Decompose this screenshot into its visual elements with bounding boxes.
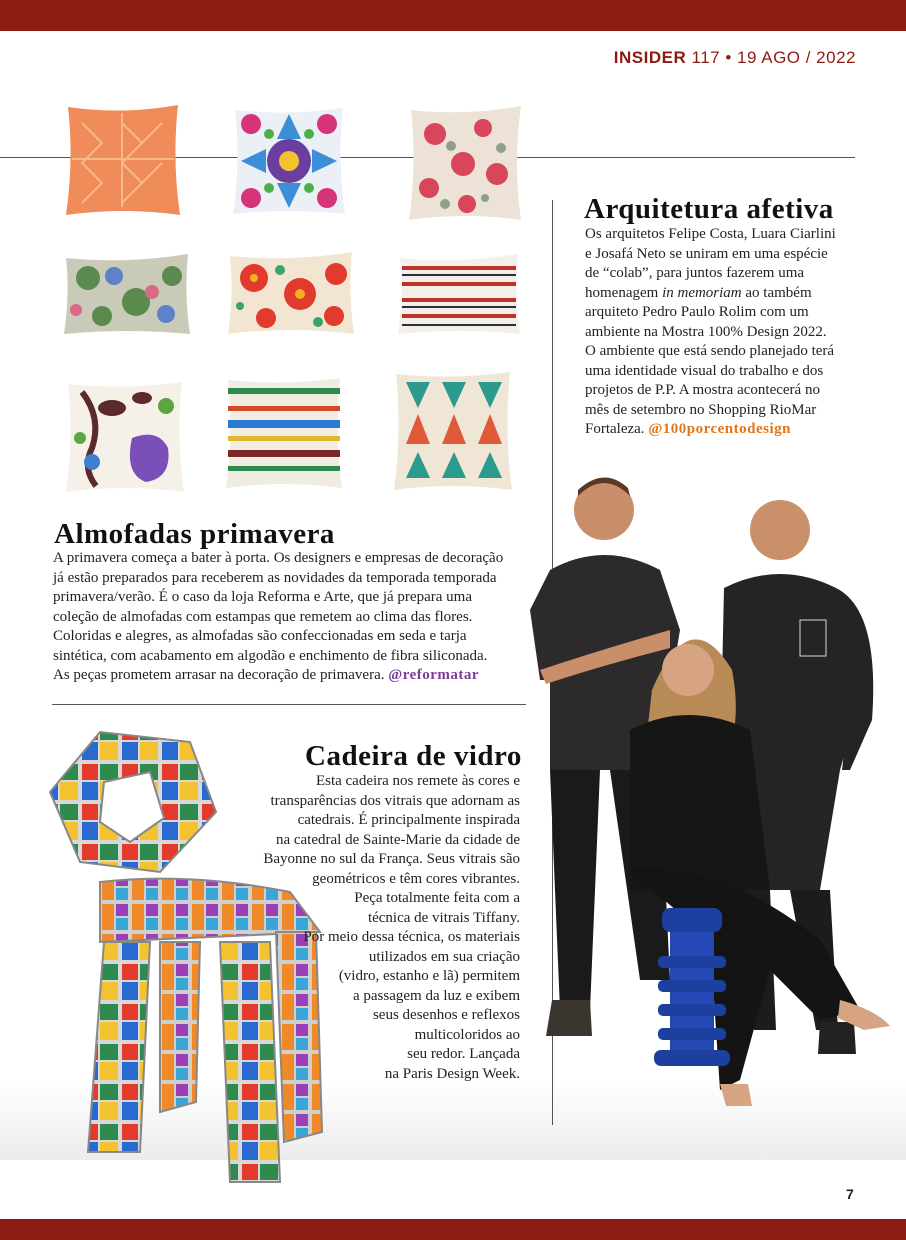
arquitetura-line: e Josafá Neto se uniram em uma espécie (585, 245, 828, 262)
cadeira-line: técnica de vitrais Tiffany. (367, 909, 520, 926)
pillow-talavera-tile (229, 104, 349, 218)
arquitetura-line: arquiteto Pedro Paulo Rolim com um (585, 304, 809, 320)
almofadas-title: Almofadas primavera (54, 518, 335, 550)
architects-photo (520, 470, 900, 1130)
cadeira-line: Esta cadeira nos remete às cores e (315, 773, 520, 789)
issue-date: 19 AGO / 2022 (737, 48, 856, 67)
pillow-succulent-print (62, 252, 192, 336)
cadeira-line: (vidro, estanho e lã) permitem (338, 968, 520, 984)
arquitetura-line: ao também (745, 284, 812, 301)
bottom-bar (0, 1219, 906, 1240)
arquitetura-line: ambiente na Mostra 100% Design 2022. (585, 323, 827, 340)
pillow-orange-geometric (62, 103, 184, 217)
cadeira-body (244, 772, 520, 1084)
arquitetura-line: Fortaleza. (585, 421, 645, 437)
cadeira-line: transparências dos vitrais que adornam as (270, 792, 520, 809)
arquitetura-line: projetos de P.P. A mostra acontecerá no (585, 382, 820, 398)
page-number: 7 (846, 1186, 854, 1202)
almofadas-line: primavera/verão. É o caso da loja Reforma e Arte, que já prepara uma (53, 589, 472, 605)
cadeira-line: Bayonne no sul da França. Seus vitrais são (263, 851, 520, 867)
header-separator: • (725, 48, 732, 67)
cadeira-line: seu redor. Lançada (407, 1046, 520, 1062)
cadeira-line: multicoloridos ao (414, 1026, 520, 1043)
almofadas-line: A primavera começa a bater à porta. Os designers e empresas de decoração (53, 550, 504, 566)
cadeira-line: a passagem da luz e exibem (352, 987, 520, 1004)
cadeira-line: na Paris Design Week. (384, 1065, 520, 1082)
top-bar (0, 0, 906, 31)
issue-header (614, 48, 856, 68)
cadeira-line: seus desenhos e reflexos (372, 1007, 520, 1023)
almofadas-line: coleção de almofadas com estampas que remetem ao clima das flores. (53, 608, 473, 625)
in-memoriam-italic: in memoriam (662, 284, 742, 301)
arquitetura-line: uma identidade visual do trabalho e dos (585, 362, 824, 379)
arquitetura-line: de “colab”, para juntos fazerem uma (585, 265, 805, 281)
middle-rule (52, 704, 526, 705)
almofadas-line: sintética, com acabamento em algodão e enchimento de fibra siliconada. (53, 647, 488, 664)
cadeira-line: catedrais. É principalmente inspirada (297, 812, 520, 828)
almofadas-line: Coloridas e alegres, as almofadas são confeccionadas em seda e tarja (53, 628, 467, 644)
pillow-multicolor-stripes (222, 374, 346, 492)
magazine-brand: INSIDER (613, 48, 687, 67)
100porcentodesign-handle[interactable]: @100porcentodesign (648, 421, 791, 437)
pillow-purple-bird (62, 378, 188, 496)
arquitetura-title: Arquitetura afetiva (584, 193, 834, 225)
cadeira-line: utilizados em sua criação (368, 948, 520, 965)
arquitetura-line: mês de setembro no Shopping RioMar (585, 401, 817, 418)
almofadas-line: As peças prometem arrasar na decoração de primavera. (53, 667, 385, 683)
reformatar-handle[interactable]: @reformatar (388, 667, 480, 683)
cadeira-line: na catedral de Sainte-Marie da cidade de (275, 831, 520, 848)
cadeira-title: Cadeira de vidro (305, 740, 522, 772)
pillow-teal-triangles (390, 368, 516, 494)
arquitetura-line: Os arquitetos Felipe Costa, Luara Ciarlini (585, 226, 836, 242)
almofadas-line: já estão preparados para receberem as novidades da temporada temporada (53, 569, 497, 586)
cadeira-line: Peça totalmente feita com a (354, 890, 520, 906)
arquitetura-body (585, 225, 885, 440)
arquitetura-line: homenagem (585, 284, 659, 301)
almofadas-body (53, 549, 533, 686)
pillow-red-flowers (226, 250, 356, 336)
cadeira-line: geométricos e têm cores vibrantes. (312, 870, 520, 887)
cadeira-line: Por meio dessa técnica, os materiais (303, 929, 520, 945)
issue-number: 117 (691, 48, 721, 67)
arquitetura-line: O ambiente que está sendo planejado terá (585, 343, 835, 359)
pillow-red-stripes (396, 252, 522, 336)
pillow-red-roses (405, 104, 525, 224)
